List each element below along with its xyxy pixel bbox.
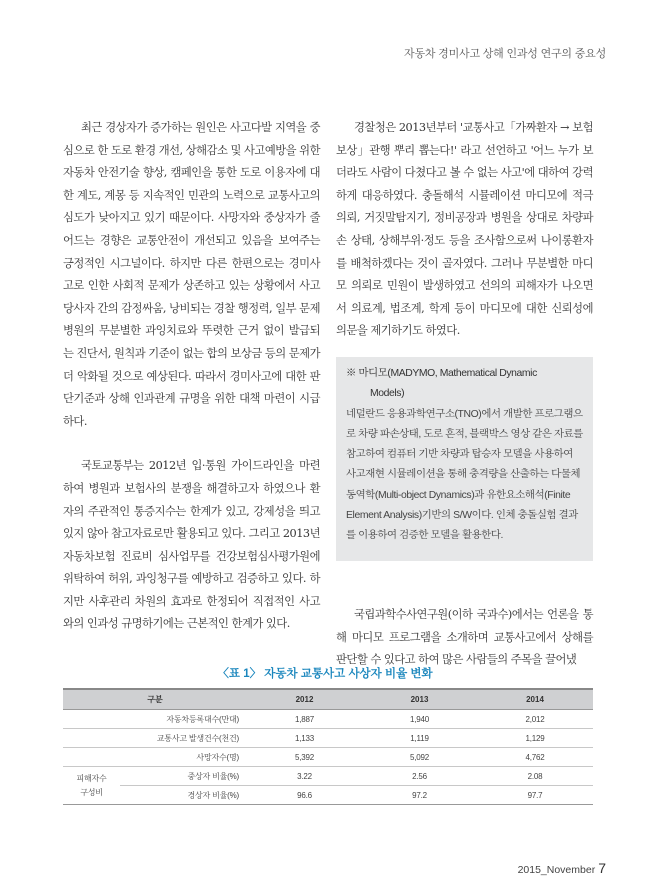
- right-column-top: [336, 117, 593, 343]
- header-year: 2014: [477, 689, 593, 710]
- note-box-title-cont: Models): [370, 388, 405, 400]
- note-box: [336, 357, 593, 561]
- header-year: 2013: [362, 689, 477, 710]
- note-box-body: 네덜란드 응용과학연구소(TNO)에서 개발한 프로그램으로 차량 파손상태, 도로 흔적, 블랙박스 영상 같은 자료를 참고하여 컴퓨터 기반 차량과 탑승자 모델을 사용하여 사고재현 시뮬레이션을 통해 충격량을 산출하는 다물체 동역학(Multi-object Dynamics)과 유한요소해석(Finite Element Analysis)기반의 S/W이다. 인체 충돌실험 결과를 이용하여 검증한 모델을 활용한다.: [346, 408, 583, 542]
- table-cell: 2,012: [477, 710, 593, 729]
- table-row: [63, 786, 593, 805]
- table-cell: 1,129: [477, 729, 593, 748]
- header-year: 2012: [247, 689, 362, 710]
- table-cell: 1,940: [362, 710, 477, 729]
- row-label: 자동차등록대수(만대): [63, 710, 247, 729]
- table-row: [63, 729, 593, 748]
- table-cell: 96.6: [247, 786, 362, 805]
- group-label-line: 피해자수: [76, 773, 107, 783]
- group-label-line: 구성비: [80, 787, 103, 797]
- row-label: 중상자 비율(%): [120, 767, 247, 786]
- casualty-table: [63, 688, 593, 805]
- running-header: 자동차 경미사고 상해 인과성 연구의 중요성: [404, 48, 606, 60]
- table-title: 〈표 1〉 자동차 교통사고 사상자 비율 변화: [217, 668, 433, 680]
- issue-label: 2015_November: [517, 864, 596, 876]
- paragraph: 최근 경상자가 증가하는 원인은 사고다발 지역을 중심으로 한 도로 환경 개선, 상해감소 및 사고예방을 위한 자동차 안전기술 향상, 캠페인을 통한 도로 이용자에 대한 계도, 계몽 등 지속적인 민관의 노력으로 교통사고의 심도가 낮아지고 있기 때문이다. 사망자와 중상자가 줄어드는 경향은 교통안전이 개선되고 있음을 보여주는 긍정적인 시그널이다. 하지만 다른 한편으로는 경미사고로 인한 사회적 문제가 상존하고 있는 상황에서 사고 당사자 간의 감정싸움, 낭비되는 경찰 행정력, 일부 문제병원의 무분별한 과잉치료와 뚜렷한 근거 없이 발급되는 진단서, 원칙과 기준이 없는 합의 보상금 등의 문제가 더 악화될 것으로 예상된다. 따라서 경미사고에 대한 판단기준과 상해 인과관계 규명을 위한 대책 마련이 시급하다.: [63, 121, 320, 428]
- table-cell: 1,887: [247, 710, 362, 729]
- table-cell: 1,119: [362, 729, 477, 748]
- left-column: [63, 117, 320, 636]
- paragraph: 경찰청은 2013년부터 '교통사고「가짜환자 → 보험보상」관행 뿌리 뽑는다!' 라고 선언하고 '어느 누가 보더라도 사람이 다쳤다고 볼 수 없는 사고'에 대하여 강력하게 대응하였다. 충돌해석 시뮬레이션 마디모에 적극의뢰, 거짓말탐지기, 정비공장과 병원을 상대로 차량파손 상태, 상해부위·정도 등을 조사함으로써 나이롱환자를 배척하겠다는 것이 골자였다. 그러나 무분별한 마디모 의뢰로 민원이 발생하였고 선의의 피해자가 나오면서 의료계, 법조계, 학계 등이 마디모에 대한 신뢰성에 의문을 제기하기도 하였다.: [336, 121, 593, 338]
- paragraph: 국토교통부는 2012년 입·통원 가이드라인을 마련하여 병원과 보험사의 분쟁을 해결하고자 하였으나 환자의 주관적인 통증지수는 한계가 있고, 강제성을 띄고 있지 않아 참고자료로만 활용되고 있다. 그리고 2013년 자동차보험 진료비 심사업무를 건강보험심사평가원에 위탁하여 허위, 과잉청구를 예방하고 검증하고 있다. 하지만 사후관리 차원의 효과로 한정되어 직접적인 사고와의 인과성 규명하기에는 근본적인 한계가 있다.: [63, 459, 320, 631]
- table-row: [63, 767, 593, 786]
- row-label: 교통사고 발생건수(천건): [63, 729, 247, 748]
- group-label: [63, 767, 120, 805]
- page-number: 7: [598, 860, 606, 876]
- table-row: [63, 748, 593, 767]
- row-label: 사망자수(명): [63, 748, 247, 767]
- paragraph: 국립과학수사연구원(이하 국과수)에서는 언론을 통해 마디모 프로그램을 소개하며 교통사고에서 상해를 판단할 수 있다고 하여 많은 사람들의 주목을 끌어냈: [336, 608, 593, 667]
- table-cell: 1,133: [247, 729, 362, 748]
- table-cell: 3.22: [247, 767, 362, 786]
- row-label: 경상자 비율(%): [120, 786, 247, 805]
- table-cell: 5,392: [247, 748, 362, 767]
- table-cell: 4,762: [477, 748, 593, 767]
- header-category: 구분: [63, 689, 247, 710]
- table-row: [63, 710, 593, 729]
- table-header-row: [63, 689, 593, 710]
- page-footer: [518, 860, 606, 876]
- table-cell: 97.2: [362, 786, 477, 805]
- right-column-bottom: [336, 604, 593, 672]
- table-cell: 2.56: [362, 767, 477, 786]
- table-cell: 2.08: [477, 767, 593, 786]
- table-cell: 97.7: [477, 786, 593, 805]
- table-cell: 5,092: [362, 748, 477, 767]
- note-box-title: ※ 마디모(MADYMO, Mathematical Dynamic: [346, 368, 537, 379]
